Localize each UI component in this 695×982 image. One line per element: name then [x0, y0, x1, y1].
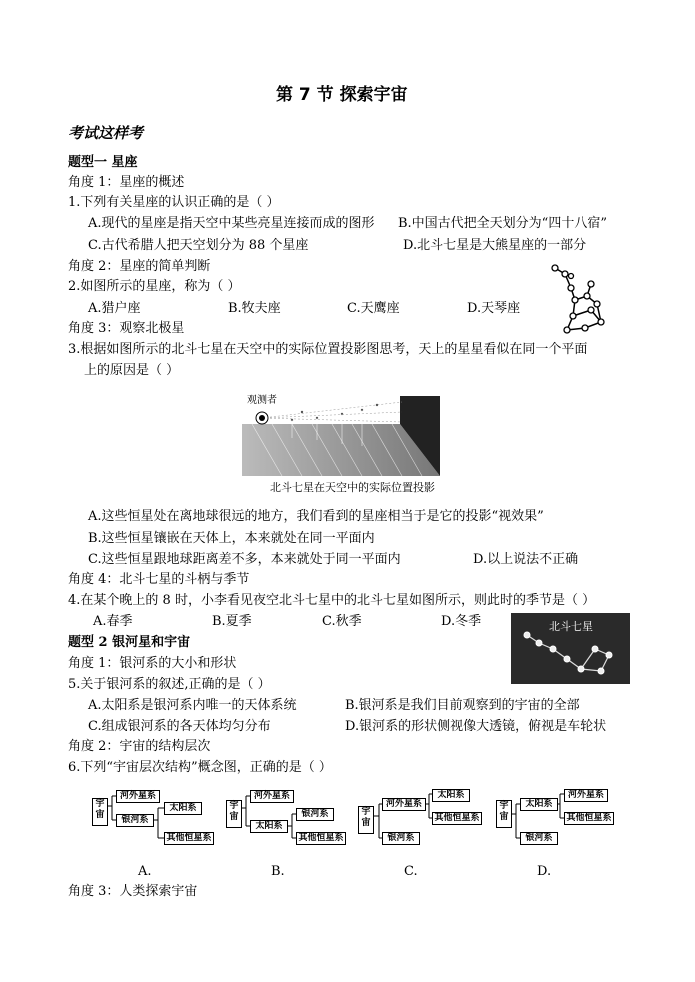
q1-option-b: B.中国古代把全天划分为“四十八宿” [398, 216, 607, 231]
diagram-node: 其他恒星系 [296, 832, 346, 845]
diagram-label-d: D. [537, 864, 552, 879]
q4-stem: 4.在某个晚上的 8 时，小李看见夜空北斗七星中的北斗七星如图所示，则此时的季节是（ ） [68, 593, 596, 608]
angle-heading: 角度 2：星座的简单判断 [68, 259, 211, 274]
q3-option-c: C.这些恒星跟地球距离差不多，本来就处于同一平面内 [88, 552, 401, 567]
q4-option-a: A.春季 [93, 614, 133, 629]
diagram-node: 其他恒星系 [432, 812, 482, 825]
angle-heading: 角度 1：银河系的大小和形状 [68, 656, 237, 671]
q2-stem: 2.如图所示的星座，称为（ ） [68, 279, 241, 294]
topic-heading-2: 题型 2 银河星和宇宙 [68, 635, 191, 650]
diagram-node: 太阳系 [164, 802, 202, 815]
diagram-node: 银河系 [116, 814, 154, 827]
photo-label: 北斗七星 [549, 620, 593, 633]
q3-option-a: A.这些恒星处在离地球很远的地方，我们看到的星座相当于是它的投影“视效果” [88, 509, 544, 524]
angle-heading: 角度 3：观察北极星 [68, 321, 185, 336]
q1-option-c: C.古代希腊人把天空划分为 88 个星座 [88, 238, 309, 253]
figure-caption: 北斗七星在天空中的实际位置投影 [270, 481, 435, 494]
diagram-node: 其他恒星系 [164, 832, 214, 845]
q1-stem: 1.下列有关星座的认识正确的是（ ） [68, 195, 280, 210]
q5-option-b: B.银河系是我们目前观察到的宇宙的全部 [345, 698, 580, 713]
q5-option-c: C.组成银河系的各天体均匀分布 [88, 719, 271, 734]
q2-option-c: C.天鹰座 [347, 301, 400, 316]
diagram-node: 河外星系 [564, 789, 608, 802]
constellation-figure [545, 262, 615, 334]
diagram-node: 河外星系 [382, 798, 426, 811]
observer-label: 观测者 [247, 395, 277, 406]
q2-option-d: D.天琴座 [467, 301, 521, 316]
q1-option-a: A.现代的星座是指天空中某些亮星连接而成的图形 [88, 216, 375, 231]
diagram-label-c: C. [404, 864, 418, 879]
q1-option-d: D.北斗七星是大熊星座的一部分 [403, 238, 587, 253]
q2-option-b: B.牧夫座 [228, 301, 281, 316]
diagram-node: 河外星系 [116, 790, 160, 803]
diagram-label-b: B. [271, 864, 285, 879]
diagram-label-a: A. [138, 864, 152, 879]
projection-figure [242, 388, 447, 478]
diagram-node: 太阳系 [520, 798, 558, 811]
q3-option-d: D.以上说法不正确 [473, 552, 579, 567]
angle-heading: 角度 2：宇宙的结构层次 [68, 739, 211, 754]
diagram-root: 宇宙 [92, 798, 108, 826]
q4-option-b: B.夏季 [212, 614, 252, 629]
diagram-node: 太阳系 [250, 820, 288, 833]
q5-option-d: D.银河系的形状侧视像大透镜，俯视是车轮状 [345, 719, 607, 734]
q5-stem: 5.关于银河系的叙述,正确的是（ ） [68, 677, 271, 692]
q3-stem: 3.根据如图所示的北斗七星在天空中的实际位置投影图思考，天上的星星看似在同一个平面 [68, 342, 588, 357]
diagram-root: 宇宙 [226, 800, 242, 828]
angle-heading: 角度 1：星座的概述 [68, 175, 185, 190]
q3-stem: 上的原因是（ ） [84, 363, 180, 378]
angle-heading: 角度 3：人类探索宇宙 [68, 884, 198, 899]
q5-option-a: A.太阳系是银河系内唯一的天体系统 [88, 698, 297, 713]
q4-option-d: D.冬季 [441, 614, 482, 629]
big-dipper-photo [511, 613, 630, 684]
section-heading: 考试这样考 [68, 124, 144, 142]
diagram-root: 宇宙 [496, 800, 512, 828]
diagram-node: 河外星系 [250, 790, 294, 803]
diagram-root: 宇宙 [358, 806, 374, 834]
q2-option-a: A.猎户座 [88, 301, 141, 316]
q4-option-c: C.秋季 [322, 614, 362, 629]
diagram-node: 太阳系 [432, 789, 470, 802]
angle-heading: 角度 4：北斗七星的斗柄与季节 [68, 572, 250, 587]
diagram-node: 其他恒星系 [564, 812, 614, 825]
topic-heading-1: 题型一 星座 [68, 155, 138, 170]
diagram-node: 银河系 [296, 808, 334, 821]
q6-stem: 6.下列“宇宙层次结构”概念图，正确的是（ ） [68, 760, 332, 775]
diagram-node: 银河系 [382, 832, 420, 845]
page-title: 第 7 节 探索宇宙 [276, 85, 408, 105]
diagram-node: 银河系 [520, 832, 558, 845]
q3-option-b: B.这些恒星镶嵌在天体上，本来就处在同一平面内 [88, 531, 375, 546]
